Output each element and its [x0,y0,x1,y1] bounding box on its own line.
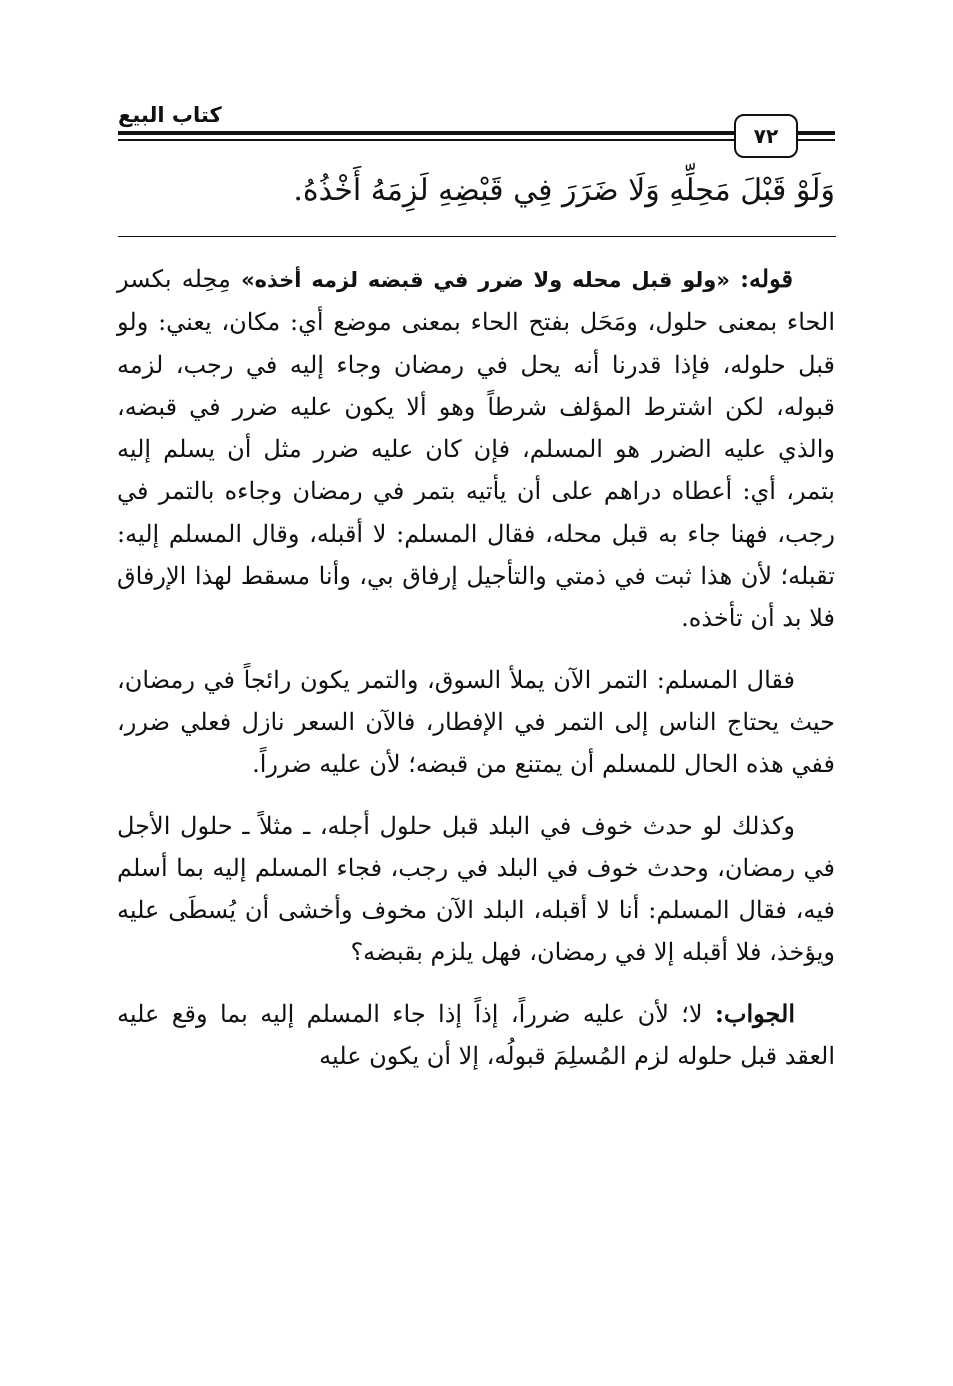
page-number: ٧٢ [734,114,798,158]
paragraph-2: فقال المسلم: التمر الآن يملأ السوق، والتمر يكون رائجاً في رمضان، حيث يحتاج الناس إلى التمر في الإفطار، فالآن السعر نازل فعلي ضرر، ففي هذه الحال للمسلم أن يمتنع من قبضه؛ لأن عليه ضرراً. [117,665,835,779]
paragraph-1-label: قوله: [740,264,793,293]
paragraph-1 [117,258,835,640]
header-rule-thin [118,139,734,141]
paragraph-4 [117,993,835,1078]
matn-divider [118,236,836,237]
paragraph-1-quote: «ولو قبل محله ولا ضرر في قبضه لزمه أخذه» [241,268,730,292]
running-header-title: كتاب البيع [118,103,222,127]
paragraph-1-text: مِحِله بكسر الحاء بمعنى حلول، ومَحَل بفتح الحاء بمعنى موضع أي: مكان، يعني: ولو قبل حلوله، فإذا قدرنا أنه يحل في رمضان وجاء إليه في رجب، لزمه قبوله، لكن اشترط المؤلف شرطاً وهو ألا يكون عليه ضرر في قبضه، والذي عليه الضرر هو المسلم، فإن كان عليه ضرر مثل أن يسلم إليه بتمر، أي: أعطاه دراهم على أن يأتيه بتمر في رمضان وجاءه بالتمر في رجب، فهنا جاء به قبل محله، فقال المسلم: لا أقبله، وقال المسلم إليه: تقبله؛ لأن هذا ثبت في ذمتي والتأجيل إرفاق بي، وأنا مسقط لهذا الإرفاق فلا بد أن تأخذه. [117,265,835,633]
commentary-body [117,258,835,1077]
header-rule-right-thin [797,139,835,141]
paragraph-4-label: الجواب: [715,998,795,1028]
paragraph-4-text: لا؛ لأن عليه ضرراً، إذاً إذا جاء المسلم إليه بما وقع عليه العقد قبل حلوله لزم المُسلِمَ قبولُه، إلا أن يكون عليه [117,999,835,1071]
matn-text: وَلَوْ قَبْلَ مَحِلِّهِ وَلَا ضَرَرَ فِي قَبْضِهِ لَزِمَهُ أَخْذُهُ. [293,173,835,208]
paragraph-3: وكذلك لو حدث خوف في البلد قبل حلول أجله، ـ مثلاً ـ حلول الأجل في رمضان، وحدث خوف في البلد في رجب، فجاء المسلم إليه بما أسلم فيه، فقال المسلم: أنا لا أقبله، البلد الآن مخوف وأخشى أن يُسطَى عليه ويؤخذ، فلا أقبله إلا في رمضان، فهل يلزم بقبضه؟ [117,811,835,967]
header-rule-right-thick [797,131,835,135]
header-rule-thick [118,131,734,135]
